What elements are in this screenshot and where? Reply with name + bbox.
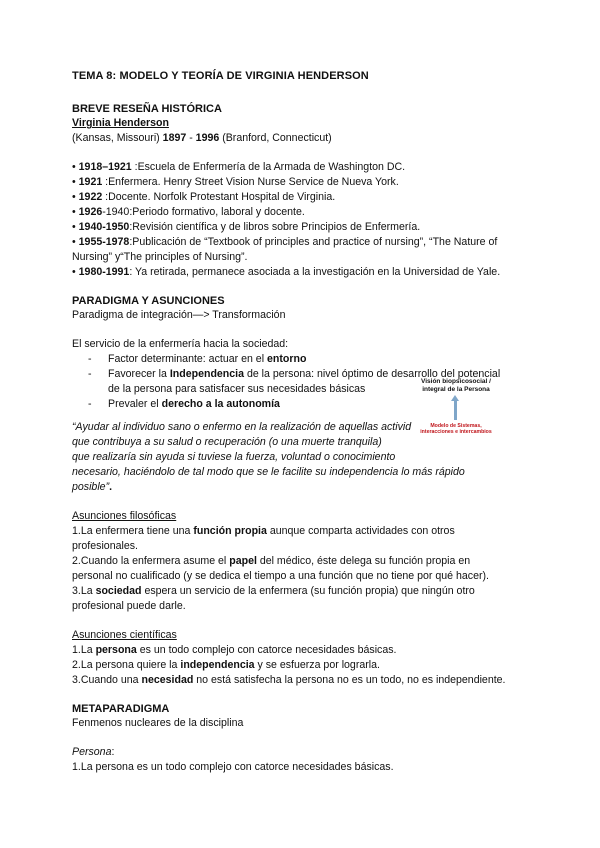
quote-dot: .	[109, 481, 113, 493]
timeline-year: 1940-1950	[78, 221, 130, 233]
arrow-up-icon	[451, 395, 461, 421]
item-text-post: de la persona: nivel óptimo de desarrollo del potencial	[244, 368, 501, 380]
item-text: de la persona para satisfacer sus necesidades básicas	[108, 383, 366, 395]
quote-line: que realizaría sin ayuda si tuviese la fuerza, voluntad o conocimiento	[72, 451, 396, 463]
item-text: 1.La enfermera tiene una	[72, 525, 194, 537]
timeline-item	[72, 190, 532, 205]
asunciones-filosoficas-heading: Asunciones filosóficas	[72, 510, 177, 522]
document-title: TEMA 8: MODELO Y TEORÍA DE VIRGINIA HENDERSON	[72, 70, 369, 82]
quote-line: “Ayudar al individuo sano o enfermo en la realización de aquellas activid	[72, 421, 412, 433]
item-text-post: del médico, éste delega su función propia en	[256, 555, 471, 567]
persona-diagram	[420, 378, 492, 435]
item-text: 2.La persona quiere la	[72, 659, 181, 671]
timeline-year: 1955-1978	[78, 236, 130, 248]
diagram-bottom-text: Modelo de Sistemas, interacciones e intercambios	[420, 423, 492, 435]
birth-year: 1897	[162, 132, 187, 144]
service-intro: El servicio de la enfermería hacia la sociedad:	[72, 338, 289, 350]
bullet: •	[72, 191, 79, 203]
list-item	[72, 599, 532, 614]
bullet: •	[72, 266, 79, 278]
timeline-item	[72, 235, 532, 250]
bullet: •	[72, 176, 79, 188]
list-item	[72, 524, 532, 539]
death-place: (Branford, Connecticut)	[219, 132, 332, 144]
arrow-shaft	[454, 400, 457, 420]
item-text-post: y se esfuerza por lograrla.	[254, 659, 380, 671]
item-bold: derecho a la autonomía	[161, 398, 280, 410]
item-text: Favorecer la	[108, 368, 170, 380]
item-text-post: aunque comparta actividades con otros	[266, 525, 455, 537]
list-item	[72, 658, 532, 673]
item-bold: independencia	[180, 659, 255, 671]
list-item	[72, 643, 532, 658]
quote-line: necesario, haciéndolo de tal modo que se le facilite su independencia lo más rápido	[72, 466, 465, 478]
item-text: profesional puede darle.	[72, 600, 186, 612]
asunciones-filosoficas-list	[72, 524, 532, 614]
item-text-post: es un todo complejo con catorce necesidades básicas.	[136, 644, 397, 656]
persona-label: Persona	[72, 746, 112, 758]
timeline-text: :Publicación de “Textbook of principles and practice of nursing”, “The Nature of	[129, 236, 498, 248]
item-text: 1.La	[72, 644, 96, 656]
section-heading-metaparadigma: METAPARADIGMA	[72, 703, 170, 715]
bullet: •	[72, 236, 79, 248]
timeline-year: 1980-1991	[78, 266, 130, 278]
section-heading-paradigma: PARADIGMA Y ASUNCIONES	[72, 295, 225, 307]
item-text: personal no cualificado (y se dedica el tiempo a una función que no tiene por qué hacer).	[72, 570, 489, 582]
timeline-item-continuation	[72, 250, 532, 265]
persona-line: 1.La persona es un todo complejo con catorce necesidades básicas.	[72, 761, 394, 773]
timeline-year: 1926	[78, 206, 103, 218]
timeline-text: :Escuela de Enfermería de la Armada de Washington DC.	[131, 161, 406, 173]
timeline-text: -1940:Periodo formativo, laboral y docente.	[102, 206, 305, 218]
timeline-list	[72, 160, 532, 280]
list-item	[72, 539, 532, 554]
timeline-text: Nursing” y“The principles of Nursing”.	[72, 251, 248, 263]
section-heading-historia: BREVE RESEÑA HISTÓRICA	[72, 103, 222, 115]
dash: -	[88, 353, 92, 365]
item-bold: necesidad	[141, 674, 194, 686]
timeline-text: : Ya retirada, permanece asociada a la investigación en la Universidad de Yale.	[129, 266, 501, 278]
item-text: 3.Cuando una	[72, 674, 142, 686]
quote-end: posible”	[72, 481, 110, 493]
timeline-item	[72, 265, 532, 280]
list-item	[72, 554, 532, 569]
item-bold: sociedad	[95, 585, 142, 597]
timeline-text: :Enfermera. Henry Street Vision Nurse Service de Nueva York.	[102, 176, 399, 188]
bullet: •	[72, 206, 79, 218]
item-text: Factor determinante: actuar en el	[108, 353, 267, 365]
asunciones-cientificas-heading: Asunciones científicas	[72, 629, 177, 641]
list-item	[72, 352, 532, 367]
persona-label-line	[72, 745, 532, 760]
diagram-top-text: Visión biopsicosocial / integral de la Persona	[421, 378, 491, 393]
asunciones-cientificas-list	[72, 643, 532, 688]
item-text-post: espera un servicio de la enfermera (su función propia) que ningún otro	[141, 585, 475, 597]
list-item	[72, 569, 532, 584]
timeline-item	[72, 175, 532, 190]
item-bold: función propia	[193, 525, 267, 537]
metaparadigma-subtitle: Fenmenos nucleares de la disciplina	[72, 717, 244, 729]
dash: -	[88, 398, 92, 410]
birth-place: (Kansas, Missouri)	[72, 132, 163, 144]
bullet: •	[72, 221, 79, 233]
item-bold: Independencia	[169, 368, 244, 380]
death-year: 1996	[195, 132, 220, 144]
item-text: Prevaler el	[108, 398, 162, 410]
author-name: Virginia Henderson	[72, 117, 169, 129]
timeline-item	[72, 205, 532, 220]
item-bold: persona	[95, 644, 137, 656]
item-bold: papel	[229, 555, 257, 567]
paradigm-subtitle: Paradigma de integración—> Transformación	[72, 309, 286, 321]
item-text: 3.La	[72, 585, 96, 597]
list-item	[72, 584, 532, 599]
item-text: profesionales.	[72, 540, 138, 552]
timeline-year: 1921	[78, 176, 103, 188]
timeline-item	[72, 160, 532, 175]
timeline-item	[72, 220, 532, 235]
list-item	[72, 673, 532, 688]
timeline-year: 1922	[78, 191, 103, 203]
bullet: •	[72, 161, 79, 173]
quote-line-end	[72, 480, 532, 495]
quote-line: que contribuya a su salud o recuperación (o una muerte tranquila)	[72, 436, 382, 448]
timeline-text: :Docente. Norfolk Protestant Hospital de Virginia.	[102, 191, 336, 203]
timeline-text: :Revisión científica y de libros sobre Principios de Enfermería.	[129, 221, 421, 233]
persona-colon: :	[111, 746, 115, 758]
birth-death-line	[72, 131, 532, 146]
item-text: 2.Cuando la enfermera asume el	[72, 555, 230, 567]
timeline-year: 1918–1921	[78, 161, 132, 173]
item-text-post: no está satisfecha la persona no es un todo, no es independiente.	[193, 674, 506, 686]
year-separator: -	[186, 132, 196, 144]
item-bold: entorno	[267, 353, 307, 365]
dash: -	[88, 368, 92, 380]
